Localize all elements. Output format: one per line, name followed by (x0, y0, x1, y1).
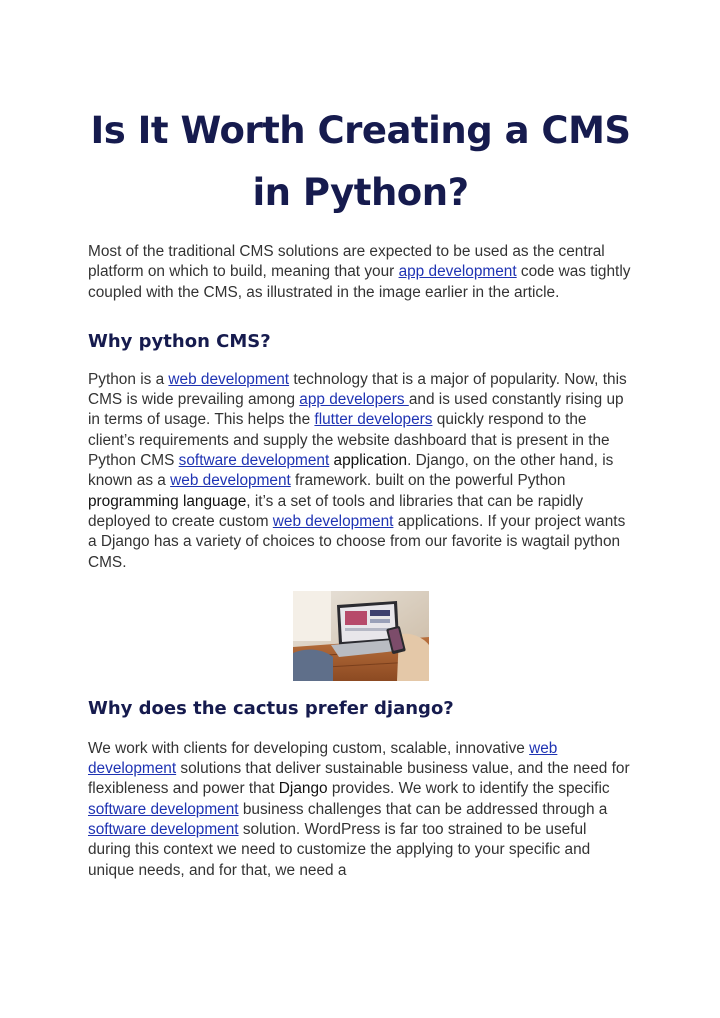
s1-text-2: technology that is a major of popularity. Now, this CMS is wide prevailing among (88, 370, 627, 409)
s2-text-1: We work with clients for developing custom, scalable, innovative (88, 739, 530, 757)
app-developers-link[interactable]: app developers (299, 391, 409, 409)
intro-text-1: Most of the traditional CMS solutions are expected to be used as the central platform on which to build, meaning that your (88, 243, 605, 281)
s2-text-2: solutions that deliver sustainable business value, and the need for flexibleness and power that (88, 760, 630, 798)
section-heading-why-django: Why does the cactus prefer django? (88, 697, 454, 719)
software-development-link-3[interactable]: software development (88, 821, 239, 839)
section-heading-why-python-cms: Why python CMS? (88, 330, 271, 352)
why-django-paragraph (88, 739, 633, 881)
why-python-paragraph (88, 370, 633, 573)
s1-text-9: applications. If your project wants a Django has a variety of choices to choose from our favorite is wagtail python CMS. (88, 512, 626, 571)
web-development-link-4[interactable]: web development (88, 739, 558, 778)
s2-text-4: business challenges that can be addressed through a (238, 800, 608, 818)
page-title: Is It Worth Creating a CMS in Python? (90, 109, 631, 214)
s1-text-1: Python is a (88, 370, 169, 388)
laptop-phone-photo (293, 591, 429, 681)
software-development-link-2[interactable]: software development (88, 800, 239, 818)
intro-paragraph (88, 242, 633, 303)
s1-text-3: and is used constantly rising up in terms of usage. This helps the (88, 391, 624, 429)
web-development-link-2[interactable]: web development (170, 472, 291, 490)
app-development-link[interactable]: app development (398, 263, 517, 281)
flutter-developers-link[interactable]: flutter developers (314, 411, 433, 429)
software-development-link[interactable]: software development (178, 452, 330, 470)
s1-text-6: . Django, on the other hand, is known as a (88, 452, 614, 490)
s2-text-3: provides. We work to identify the specific (327, 780, 610, 798)
web-development-link-3[interactable]: web development (272, 512, 394, 530)
laptop-phone-photo-icon (293, 591, 429, 681)
intro-text-2: code was tightly coupled with the CMS, as illustrated in the image earlier in the article. (88, 263, 631, 301)
django-text: Django (278, 780, 328, 798)
application-text: application (333, 452, 408, 470)
article (88, 100, 633, 881)
programming-language-text: programming language (88, 492, 247, 510)
s1-text-4: quickly respond to the client’s requirements and supply the website dashboard that is present in the Python CMS (88, 411, 610, 470)
s1-text-7: framework. built on the powerful Python (290, 472, 566, 490)
web-development-link[interactable]: web development (168, 370, 290, 388)
s2-text-5: solution. WordPress is far too strained to be useful during this context we need to customize the applying to your specific and unique needs, and for that, we need a (88, 821, 591, 879)
s1-text-8: , it’s a set of tools and libraries that can be rapidly deployed to create custom (88, 492, 584, 530)
